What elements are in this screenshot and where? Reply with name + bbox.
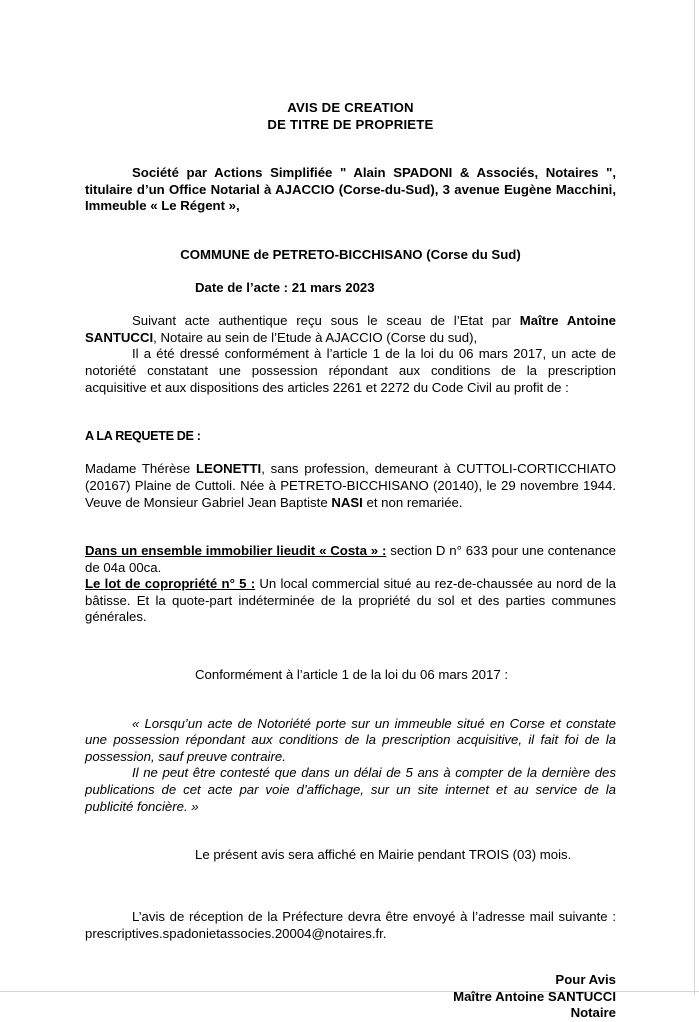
spacer <box>85 215 616 247</box>
requete-surname: LEONETTI <box>196 461 262 477</box>
spacer <box>85 684 616 716</box>
title-line-1: AVIS DE CREATION <box>287 100 414 115</box>
spacer <box>85 263 616 280</box>
title-line-2: DE TITRE DE PROPRIETE <box>267 116 434 132</box>
notoriete-paragraph: Il a été dressé conformément à l’article 1 de la loi du 06 mars 2017, un acte de notoriété constatant une possession répondant aux conditions de la prescription acquisitive et aux dispositions des articles 2261 et 2272 du Code Civil au profit de : <box>85 346 616 395</box>
prefecture-paragraph: L’avis de réception de la Préfecture devra être envoyé à l’adresse mail suivante : prescriptives.spadonietassocies.20004@notaires.fr. <box>85 909 616 941</box>
document-title <box>85 100 616 133</box>
requete-text-1: Madame Thérèse <box>85 461 196 477</box>
conformement-line: Conformément à l’article 1 de la loi du 06 mars 2017 : <box>195 667 508 683</box>
spacer <box>85 626 616 658</box>
ensemble-immobilier-paragraph <box>85 543 616 576</box>
spacer <box>85 133 616 165</box>
spacer <box>85 815 616 847</box>
ensemble-immobilier-body: section D n° 633 pour une contenance de 04a 00ca. <box>85 543 616 575</box>
requete-text-2: , sans profession, demeurant à CUTTOLI-CORTICCHIATO (20167) Plaine de Cuttoli. Née à PETRETO-BICCHISANO (20140), le 29 novembre 1944. Veuve de Monsieur Gabriel Jean Baptiste <box>85 461 616 510</box>
spacer <box>85 658 616 667</box>
document-content <box>85 100 616 1022</box>
spacer <box>85 511 616 543</box>
requete-spouse-surname: NASI <box>331 494 363 510</box>
acte-notary-name: Maître Antoine SANTUCCI <box>85 313 616 345</box>
commune-line: COMMUNE de PETRETO-BICCHISANO (Corse du Sud) <box>180 246 521 262</box>
page-edge-right <box>694 0 695 995</box>
requete-heading: A LA REQUETE DE : <box>85 429 201 444</box>
requete-text-3: et non remariée. <box>362 494 463 510</box>
lot-copropriete-paragraph <box>85 576 616 626</box>
acte-text-2: , Notaire au sein de l’Etude à AJACCIO (Corse du sud), <box>153 329 478 345</box>
acte-text-1: Suivant acte authentique reçu sous le sceau de l’Etat par <box>132 313 520 329</box>
company-paragraph: Société par Actions Simplifiée " Alain SPADONI & Associés, Notaires ", titulaire d’un Office Notarial à AJACCIO (Corse-du-Sud), 3 avenue Eugène Macchini, Immeuble « Le Régent », <box>85 165 616 214</box>
acte-paragraph <box>85 313 616 346</box>
acte-date-line: Date de l’acte : 21 mars 2023 <box>195 279 375 295</box>
legal-quote-paragraph-1: « Lorsqu’un acte de Notoriété porte sur un immeuble situé en Corse et constate une possession répondant aux conditions de la prescription acquisitive, il fait foi de la possession, sauf preuve contraire. <box>85 715 616 764</box>
signature-line-1: Pour Avis <box>555 971 616 987</box>
spacer <box>85 297 616 314</box>
spacer <box>85 396 616 428</box>
legal-quote-block <box>85 716 616 816</box>
affichage-line: Le présent avis sera affiché en Mairie pendant TROIS (03) mois. <box>195 847 572 863</box>
signature-block <box>85 972 616 1022</box>
lot-copropriete-body: Un local commercial situé au rez-de-chaussée au nord de la bâtisse. Et la quote-part indéterminée de la propriété du sol et des parties communes générales. <box>85 576 616 625</box>
spacer <box>85 864 616 896</box>
signature-line-3: Notaire <box>570 1005 616 1021</box>
legal-quote-paragraph-2: Il ne peut être contesté que dans un délai de 5 ans à compter de la dernière des publications de cet acte par voie d’affichage, sur un site internet et au service de la publicité foncière. » <box>85 765 616 814</box>
spacer <box>85 955 616 972</box>
signature-line-2: Maître Antoine SANTUCCI <box>453 988 616 1004</box>
requete-paragraph <box>85 461 616 511</box>
lot-copropriete-heading: Le lot de copropriété n° 5 : <box>85 576 256 592</box>
ensemble-immobilier-heading: Dans un ensemble immobilier lieudit « Costa » : <box>85 543 387 559</box>
spacer <box>85 445 616 462</box>
